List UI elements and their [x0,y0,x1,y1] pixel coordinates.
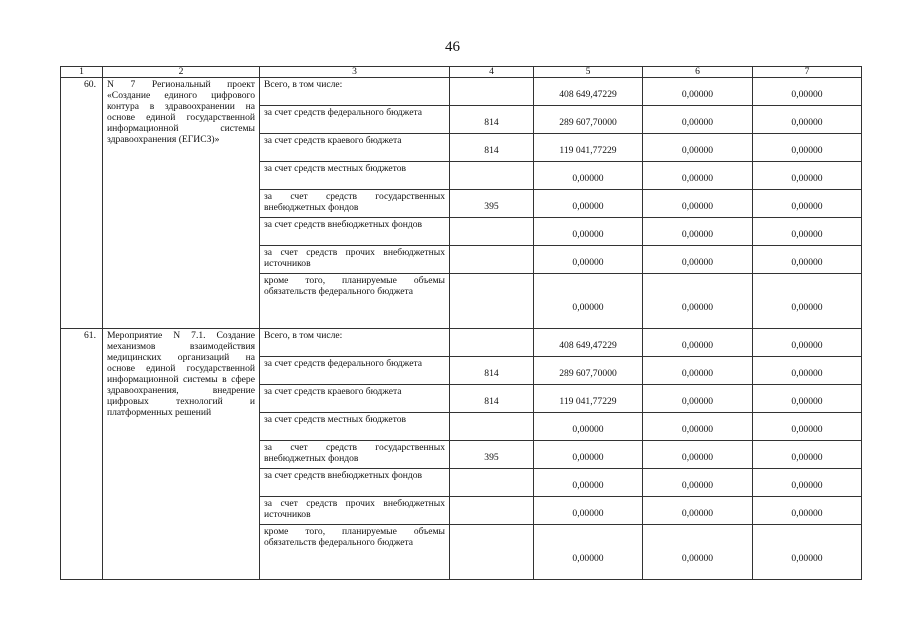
funding-source: за счет средств государственных внебюджетных фондов [260,190,450,218]
amount-col-5: 289 607,70000 [534,106,643,134]
budget-code: 395 [450,441,534,469]
amount-col-7: 0,00000 [753,413,862,441]
amount-col-5: 0,00000 [534,162,643,190]
budget-code [450,469,534,497]
funding-source: за счет средств краевого бюджета [260,385,450,413]
amount-col-6: 0,00000 [643,190,753,218]
amount-col-7: 0,00000 [753,357,862,385]
amount-col-7: 0,00000 [753,218,862,246]
funding-source: за счет средств прочих внебюджетных источников [260,246,450,274]
budget-code [450,525,534,580]
amount-col-5: 408 649,47229 [534,78,643,106]
budget-code [450,413,534,441]
amount-col-6: 0,00000 [643,162,753,190]
budget-code: 814 [450,106,534,134]
item-name: Мероприятие N 7.1. Создание механизмов взаимодействия медицинских организаций на основе единой государственной информационной системы в сфере здравоохранения, внедрение цифровых технологий и платформенных решений [103,329,260,580]
amount-col-5: 0,00000 [534,246,643,274]
table-row [61,78,862,106]
budget-code: 395 [450,190,534,218]
funding-source: за счет средств федерального бюджета [260,106,450,134]
amount-col-5: 0,00000 [534,469,643,497]
item-number: 60. [61,78,103,329]
funding-source: кроме того, планируемые объемы обязательств федерального бюджета [260,274,450,329]
budget-code: 814 [450,134,534,162]
amount-col-7: 0,00000 [753,78,862,106]
amount-col-7: 0,00000 [753,525,862,580]
budget-code [450,78,534,106]
amount-col-6: 0,00000 [643,106,753,134]
amount-col-6: 0,00000 [643,274,753,329]
budget-code: 814 [450,357,534,385]
budget-code [450,218,534,246]
funding-source: за счет средств краевого бюджета [260,134,450,162]
amount-col-5: 0,00000 [534,218,643,246]
amount-col-6: 0,00000 [643,246,753,274]
amount-col-5: 0,00000 [534,497,643,525]
budget-code [450,274,534,329]
amount-col-6: 0,00000 [643,525,753,580]
column-header: 5 [534,67,643,78]
budget-code [450,329,534,357]
column-number-row [61,67,862,78]
amount-col-7: 0,00000 [753,441,862,469]
amount-col-7: 0,00000 [753,497,862,525]
funding-source: за счет средств внебюджетных фондов [260,218,450,246]
column-header: 6 [643,67,753,78]
amount-col-6: 0,00000 [643,218,753,246]
amount-col-7: 0,00000 [753,190,862,218]
amount-col-6: 0,00000 [643,469,753,497]
amount-col-5: 0,00000 [534,525,643,580]
amount-col-7: 0,00000 [753,106,862,134]
amount-col-6: 0,00000 [643,413,753,441]
budget-code [450,162,534,190]
funding-source: за счет средств местных бюджетов [260,162,450,190]
amount-col-6: 0,00000 [643,78,753,106]
table-body [61,78,862,580]
budget-code [450,246,534,274]
amount-col-6: 0,00000 [643,385,753,413]
page-number: 46 [445,39,460,55]
amount-col-5: 0,00000 [534,413,643,441]
funding-source: за счет средств прочих внебюджетных источников [260,497,450,525]
amount-col-5: 289 607,70000 [534,357,643,385]
funding-source: за счет средств местных бюджетов [260,413,450,441]
amount-col-6: 0,00000 [643,497,753,525]
funding-source: за счет средств внебюджетных фондов [260,469,450,497]
budget-code [450,497,534,525]
funding-source: Всего, в том числе: [260,329,450,357]
amount-col-5: 408 649,47229 [534,329,643,357]
amount-col-6: 0,00000 [643,357,753,385]
amount-col-5: 119 041,77229 [534,385,643,413]
amount-col-7: 0,00000 [753,385,862,413]
amount-col-6: 0,00000 [643,329,753,357]
amount-col-6: 0,00000 [643,134,753,162]
budget-code: 814 [450,385,534,413]
column-header: 2 [103,67,260,78]
amount-col-5: 0,00000 [534,274,643,329]
column-header: 4 [450,67,534,78]
amount-col-6: 0,00000 [643,441,753,469]
amount-col-5: 0,00000 [534,190,643,218]
amount-col-7: 0,00000 [753,274,862,329]
item-number: 61. [61,329,103,580]
amount-col-7: 0,00000 [753,134,862,162]
amount-col-7: 0,00000 [753,469,862,497]
funding-source: кроме того, планируемые объемы обязательств федерального бюджета [260,525,450,580]
amount-col-7: 0,00000 [753,329,862,357]
column-header: 3 [260,67,450,78]
column-header: 1 [61,67,103,78]
funding-source: за счет средств государственных внебюджетных фондов [260,441,450,469]
amount-col-5: 0,00000 [534,441,643,469]
amount-col-7: 0,00000 [753,246,862,274]
funding-source: Всего, в том числе: [260,78,450,106]
item-name: N 7 Региональный проект «Создание единого цифрового контура в здравоохранении на основе единой государственной информационной системы здравоохранения (ЕГИСЗ)» [103,78,260,329]
funding-source: за счет средств федерального бюджета [260,357,450,385]
table-row [61,329,862,357]
budget-table [60,66,862,580]
column-header: 7 [753,67,862,78]
amount-col-5: 119 041,77229 [534,134,643,162]
amount-col-7: 0,00000 [753,162,862,190]
